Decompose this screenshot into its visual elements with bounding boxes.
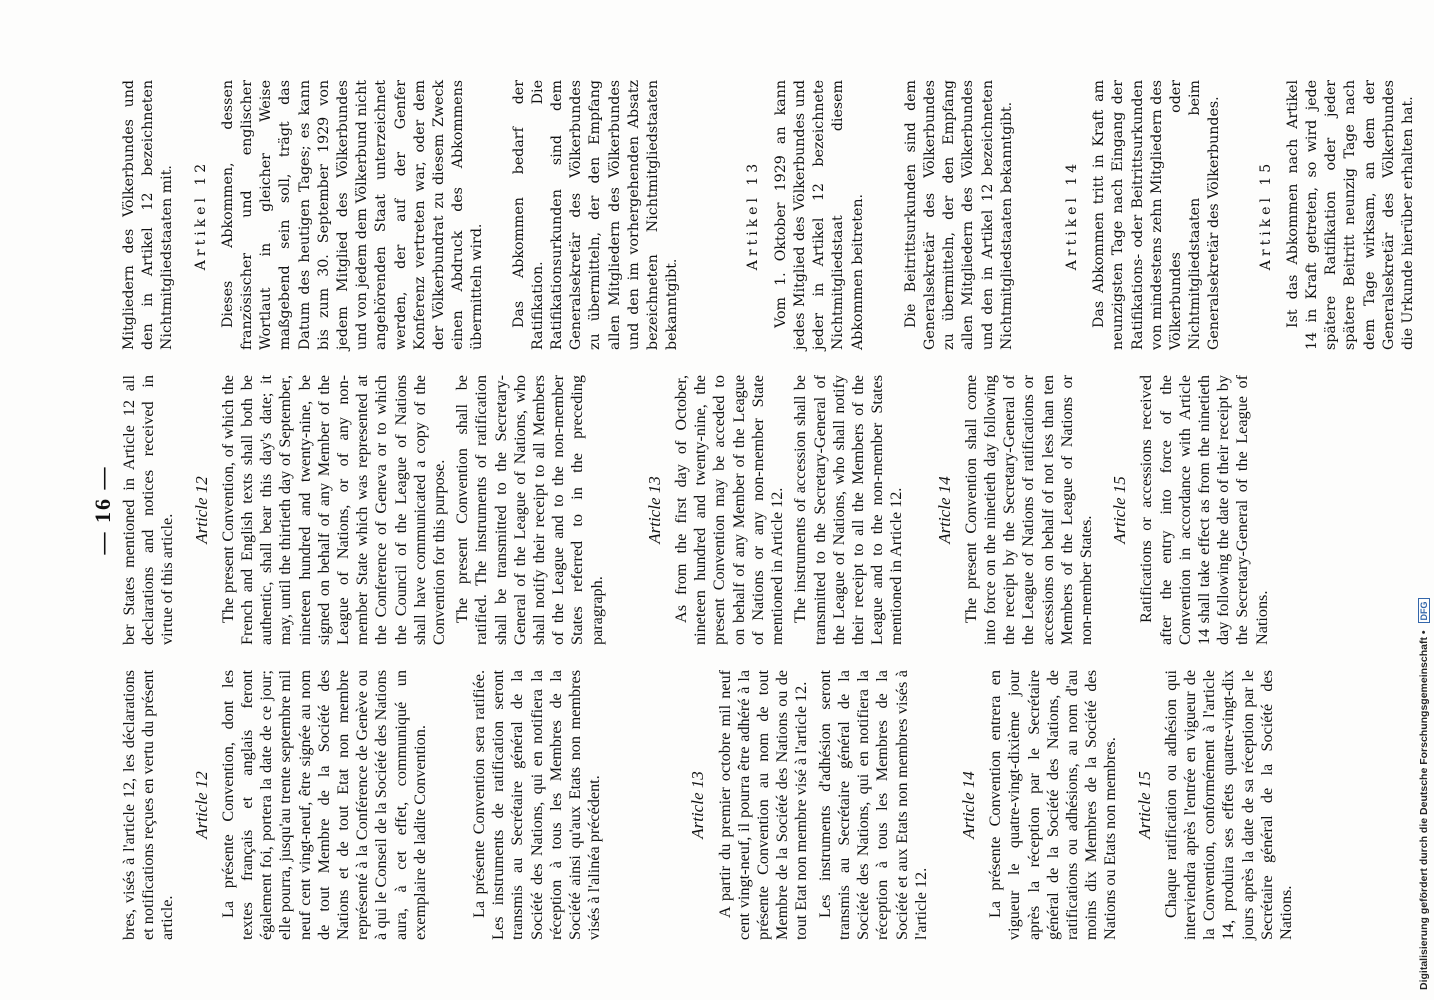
- page-number: — 16 —: [90, 465, 115, 555]
- english-article-12-para-1: The present Convention, of which the French and English texts shall both be authentic, shall bear this day's date; it may, until the thirtieth day of September, nineteen hundred and twenty-nine, be signed on behalf of any Member of the League of Nations, or of any non-member State which was represented at the Conference of Geneva or to which the Council of the League of Nations shall have communicated a copy of the Convention for this purpose.: [218, 375, 449, 645]
- french-article-13-heading: Article 13: [688, 771, 708, 839]
- english-article-13-para-1: As from the first day of October, nineteen hundred and twenty-nine, the present Convention may be acceded to on behalf of any Member of the League of Nations or any non-member State mentioned in Article 12.: [672, 375, 787, 645]
- german-column: [120, 80, 1422, 350]
- english-intro: ber States mentioned in Article 12 all declarations and notices received in virtue of this article.: [120, 375, 177, 645]
- french-article-12-heading: Article 12: [191, 771, 211, 839]
- english-article-15-para-1: Ratifications or accessions received after the entry into force of the Convention in accordance with Article 14 shall take effect as from the ninetieth day following the date of their receipt by the Secretary-General of the League of Nations.: [1137, 375, 1271, 645]
- german-article-14-para-1: Das Abkommen tritt in Kraft am neunzigsten Tage nach Eingang der Ratifikations- oder Beitrittsurkunden von mindestens zehn Mitgliedern des Völkerbundes oder Nichtmitgliedstaaten beim Generalsekretär des Völkerbundes.: [1091, 80, 1223, 350]
- french-intro: bres, visés à l'article 12, les déclarations et notifications reçues en vertu du présent article.: [120, 670, 177, 940]
- credit-text: Digitalisierung gefördert durch die Deutsche Forschungsgemeinschaft •: [1418, 630, 1430, 990]
- french-article-13-para-1: A partir du premier octobre mil neuf cent vingt-neuf, il pourra être adhéré à la présente Convention au nom de tout Membre de la Société des Nations ou de tout Etat non membre visé à l'article 12.: [715, 670, 811, 940]
- english-article-14-heading: Article 14: [934, 476, 954, 544]
- french-article-14-para-1: La présente Convention entrera en vigueur le quatre-vingt-dixième jour après la réception par le Secrétaire général de la Société des Nations, de ratifications ou adhésions, au nom d'au moins dix Membres de la Société des Nations ou Etats non membres.: [986, 670, 1120, 940]
- german-article-12-para-1: Dieses Abkommen, dessen französischer und englischer Wortlaut in gleicher Weise maßgebend sein soll, trägt das Datum des heutigen Tages; es kann bis zum 30. September 1929 von jedem Mitglied des Völkerbundes und von jedem dem Völkerbund nicht angehörenden Staat unterzeichnet werden, der auf der Genfer Konferenz vertreten war, oder dem der Völkerbundrat zu diesem Zweck einen Abdruck des Abkommens übermitteln wird.: [219, 80, 486, 350]
- french-article-12-para-2: La présente Convention sera ratifiée. Les instruments de ratification seront transmis au Secrétaire général de la Société des Nations, qui en notifiera la réception à tous les Membres de la Société ainsi qu'aux Etats non membres visés à l'alinéa précédent.: [470, 670, 604, 940]
- german-article-13-para-2: Die Beitrittsurkunden sind dem Generalsekretär des Völkerbundes zu übermitteln, der den Empfang allen Mitgliedern des Völkerbundes und den in Artikel 12 bezeichneten Nichtmitgliedstaaten bekanntgibt.: [902, 80, 1015, 350]
- german-article-12-para-2: Das Abkommen bedarf der Ratifikation. Die Ratifikationsurkunden sind dem Generalsekretär des Völkerbundes zu übermitteln, der den Empfang allen Mitgliedern des Völkerbundes und den im vorhergehenden Absatz bezeichneten Nichtmitgliedstaaten bekanntgibt.: [510, 80, 681, 350]
- german-article-14-heading: Artikel 14: [1063, 159, 1080, 271]
- dfg-logo: DFG: [1418, 599, 1430, 624]
- digitization-credit: [1418, 0, 1430, 990]
- french-article-15-heading: Article 15: [1134, 771, 1154, 839]
- german-intro: Mitgliedern des Völkerbundes und den in Artikel 12 bezeichneten Nichtmitgliedstaaten mit.: [121, 80, 176, 350]
- english-article-13-heading: Article 13: [644, 476, 664, 544]
- rotated-document: [80, 60, 1416, 960]
- french-column: [120, 670, 1300, 940]
- trilingual-columns: [120, 80, 1416, 940]
- english-article-15-heading: Article 15: [1110, 476, 1130, 544]
- german-article-13-para-1: Vom 1. Oktober 1929 an kann jedes Mitglied des Völkerbundes und jeder in Artikel 12 bezeichnete Nichtmitgliedstaat diesem Abkommen beitreten.: [772, 80, 866, 350]
- german-article-13-heading: Artikel 13: [745, 159, 762, 271]
- french-article-12-para-1: La présente Convention, dont les textes français et anglais feront également foi, portera la date de ce jour; elle pourra, jusqu'au trente septembre mil neuf cent vingt-neuf, être signée au nom de tout Membre de la Société des Nations et de tout Etat non membre représenté à la Conférence de Genève ou à qui le Conseil de la Société des Nations aura, à cet effet, communiqué un exemplaire de ladite Convention.: [218, 670, 429, 940]
- french-article-14-heading: Article 14: [958, 771, 978, 839]
- german-article-12-heading: Artikel 12: [192, 159, 209, 271]
- german-article-15-para-1: Ist das Abkommen nach Artikel 14 in Kraft getreten, so wird jede spätere Ratifikation oder jeder spätere Beitritt neunzig Tage nach dem Tage wirksam, an dem der Generalsekretär des Völkerbundes die Urkunde hierüber erhalten hat.: [1284, 80, 1416, 350]
- english-article-12-para-2: The present Convention shall be ratified. The instruments of ratification shall be transmitted to the Secretary-General of the League of Nations, who shall notify their receipt to all Members of the League and to the non-member States referred to in the preceding paragraph.: [453, 375, 606, 645]
- english-article-13-para-2: The instruments of accession shall be transmitted to the Secretary-General of the League of Nations, who shall notify their receipt to all the Members of the League and to the non-member States mentioned in Article 12.: [791, 375, 906, 645]
- english-column: [120, 375, 1276, 645]
- german-article-15-heading: Artikel 15: [1257, 159, 1274, 271]
- english-article-12-heading: Article 12: [191, 476, 211, 544]
- french-article-15-para-1: Chaque ratification ou adhésion qui interviendra après l'entrée en vigueur de la Convention, conformément à l'article 14, produira ses effets quatre-vingt-dix jours après la date de sa réception par le Secrétaire général de la Société des Nations.: [1161, 670, 1295, 940]
- french-article-13-para-2: Les instruments d'adhésion seront transmis au Secrétaire général de la Société des Nations, qui en notifiera la réception à tous les Membres de la Société et aux Etats non membres visés à l'article 12.: [815, 670, 930, 940]
- english-article-14-para-1: The present Convention shall come into force on the ninetieth day following the receipt by the Secretary-General of the League of Nations of ratifications or accessions on behalf of not less than ten Members of the League of Nations or non-member States.: [961, 375, 1095, 645]
